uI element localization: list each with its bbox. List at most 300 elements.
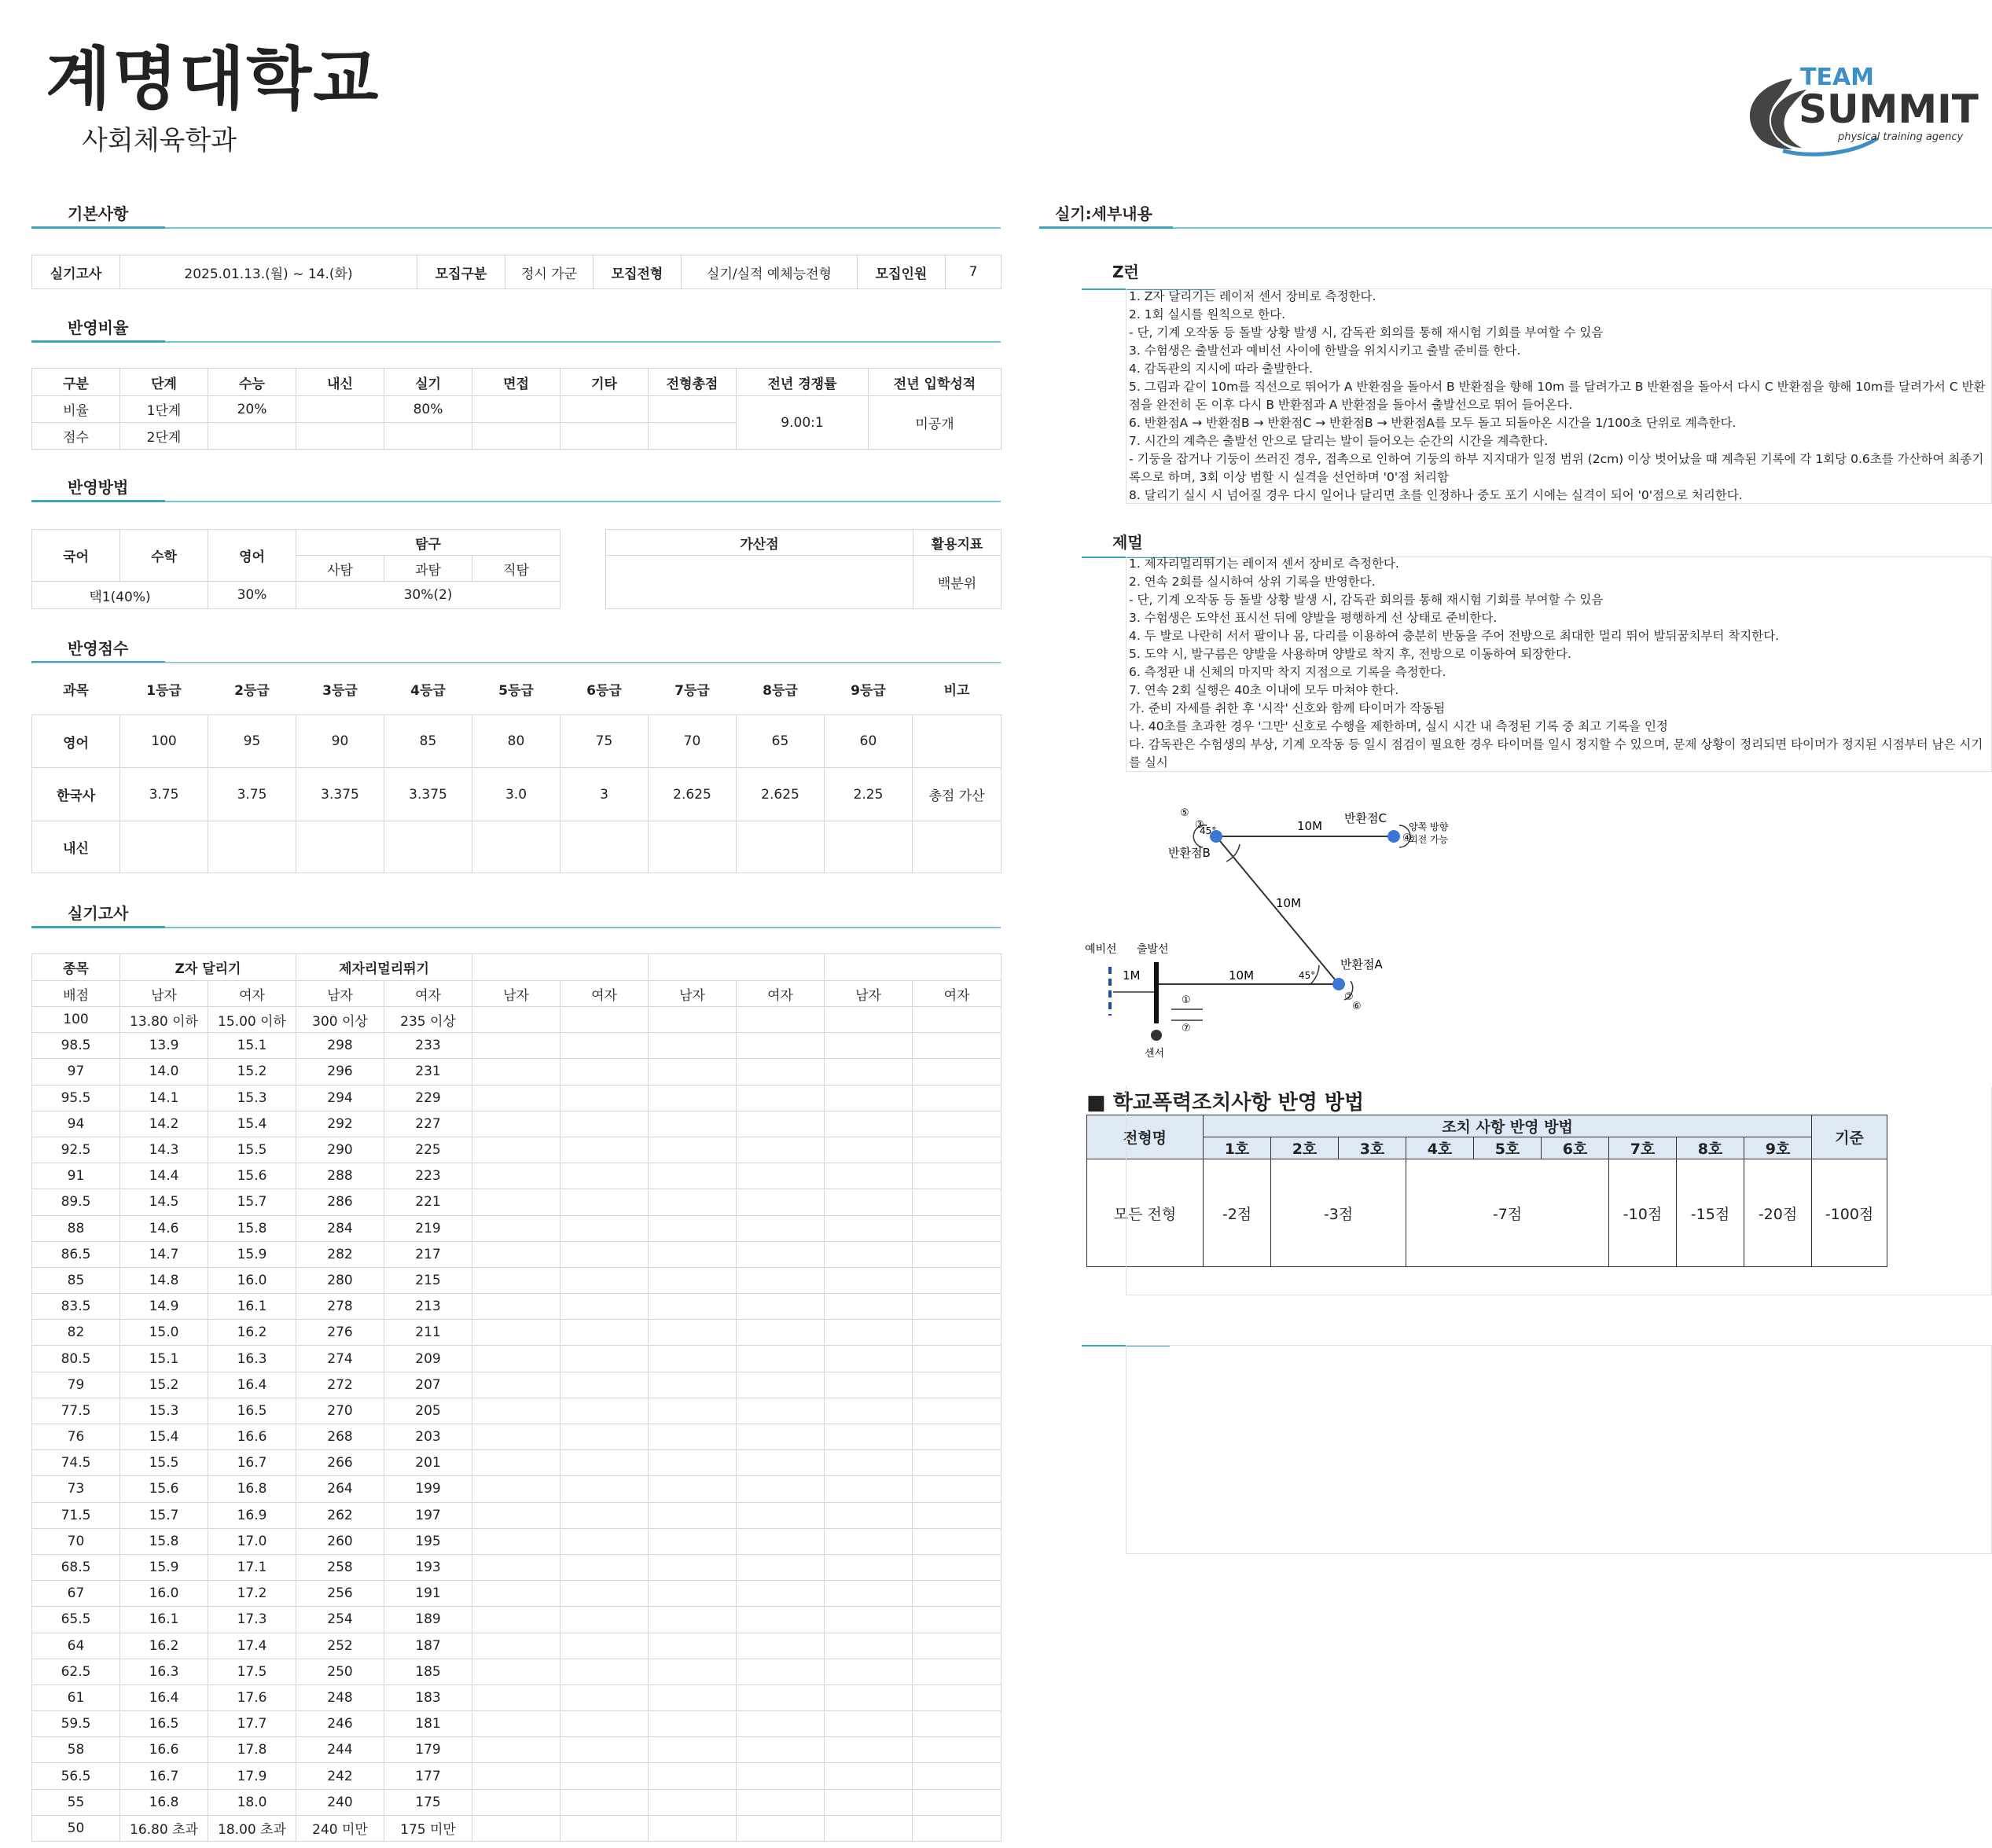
practical-cell: 14.9 [120,1294,208,1320]
practical-cell: 195 [384,1528,472,1554]
detail-line: 가. 준비 자세를 취한 후 '시작' 신호와 함께 타이머가 작동됨 [1129,701,1446,715]
sensor-icon [1151,1030,1162,1041]
practical-cell [649,1111,737,1137]
sv-value: -10점 [1609,1159,1677,1267]
practical-cell [913,1685,1002,1710]
practical-cell: 181 [384,1711,472,1737]
practical-cell [560,1424,649,1450]
practical-cell [472,1737,560,1763]
practical-score: 55 [32,1789,120,1815]
score-header: 5등급 [472,663,560,715]
practical-cell: 193 [384,1554,472,1580]
practical-cell: 209 [384,1346,472,1372]
section-divider [31,341,1001,343]
practical-cell [649,1137,737,1163]
practical-subheader: 여자 [384,981,472,1007]
score-cell: 2.625 [649,768,737,821]
method-kor: 국어 [32,530,120,582]
practical-cell [913,1737,1002,1763]
ratio-header: 전년 입학성적 [869,369,1002,396]
practical-cell [737,1111,825,1137]
practical-score: 50 [32,1815,120,1841]
step-4-label: ④ [1402,832,1412,844]
practical-cell [472,1059,560,1085]
practical-cell: 270 [296,1398,384,1424]
section-title-ratio: 반영비율 [68,318,129,337]
score-note [913,821,1002,873]
method-math: 수학 [120,530,208,582]
exam-date: 2025.01.13.(월) ~ 14.(화) [120,255,417,289]
practical-cell [560,1189,649,1215]
practical-score: 89.5 [32,1189,120,1215]
practical-cell [560,1320,649,1346]
table-row [32,1267,1002,1293]
practical-cell [913,1033,1002,1059]
practical-cell [825,1320,913,1346]
practical-cell [560,1581,649,1607]
practical-cell: 14.0 [120,1059,208,1085]
point-a-label: 반환점A [1340,957,1383,972]
practical-cell [472,1189,560,1215]
practical-cell [825,1294,913,1320]
practical-score: 80.5 [32,1346,120,1372]
detail-line: 나. 40초를 초과한 경우 '그만' 신호로 수행을 제한하며, 실시 시간 내 측정된 기록 중 최고 기록을 인정 [1129,719,1668,733]
logo-summit-text: SUMMIT [1799,86,1979,132]
table-row [32,1450,1002,1476]
detail-line: 2. 1회 실시를 원칙으로 한다. [1129,307,1286,321]
score-cell: 95 [208,715,296,768]
score-cell [560,821,649,873]
ratio-cell: 점수 [32,423,120,450]
practical-cell [472,1476,560,1502]
seg-ab-label: 10M [1276,896,1302,910]
practical-cell [737,1528,825,1554]
practical-cell: 300 이상 [296,1007,384,1033]
practical-cell [560,1267,649,1293]
practical-cell: 225 [384,1137,472,1163]
practical-cell: 252 [296,1633,384,1659]
practical-cell: 211 [384,1320,472,1346]
practical-cell [825,1737,913,1763]
ratio-header: 면접 [472,369,560,396]
practical-cell [913,1763,1002,1789]
practical-cell: 199 [384,1476,472,1502]
method-sub: 과탐 [384,556,472,582]
ratio-cell [649,396,737,423]
basic-info-table [31,255,1002,289]
practical-cell [737,1215,825,1241]
practical-cell [560,1502,649,1528]
sv-grade: 3호 [1339,1137,1406,1159]
practical-cell: 240 미만 [296,1815,384,1841]
practical-cell [560,1528,649,1554]
practical-cell: 221 [384,1189,472,1215]
practical-cell: 227 [384,1111,472,1137]
sensor-label: 센서 [1145,1048,1165,1060]
score-cell: 3.0 [472,768,560,821]
practical-cell: 282 [296,1241,384,1267]
practical-cell [649,1607,737,1633]
score-cell: 100 [120,715,208,768]
gubun-value: 정시 가군 [505,255,594,289]
practical-cell [472,1346,560,1372]
practical-cell: 14.6 [120,1215,208,1241]
table-row [32,1320,1002,1346]
ratio-header: 기타 [560,369,649,396]
practical-cell: 14.3 [120,1137,208,1163]
practical-cell [472,1007,560,1033]
practical-cell [825,1789,913,1815]
score-cell: 2.25 [825,768,913,821]
practical-cell [649,1581,737,1607]
practical-table [31,953,1002,1842]
table-row [32,1581,1002,1607]
practical-cell [913,1502,1002,1528]
practical-cell [737,1320,825,1346]
method-eng-value: 30% [208,582,296,609]
practical-cell [825,1554,913,1580]
practical-score: 71.5 [32,1502,120,1528]
method-table [31,529,560,609]
practical-cell: 17.5 [208,1659,296,1685]
practical-score: 88 [32,1215,120,1241]
practical-cell: 260 [296,1528,384,1554]
practical-cell [649,1085,737,1111]
practical-cell [913,1267,1002,1293]
table-row [32,1059,1002,1085]
practical-cell [472,1607,560,1633]
practical-cell [825,1502,913,1528]
detail-line: - 기둥을 잡거나 기둥이 쓰러진 경우, 접촉으로 인하여 기둥의 하부 지지대가 일정 범위 (2cm) 이상 벗어났을 때 계측된 기록에 각 1회당 0.6초를 가산하여 최종기록으로 하며, 3회 이상 범할 시 실격을 선언하며 '0'점 처리함 [1129,452,1984,484]
empty-box-2 [1126,1345,1992,1554]
practical-cell [560,1815,649,1841]
gubun-label: 모집구분 [417,255,505,289]
practical-subheader: 남자 [296,981,384,1007]
practical-cell [825,1633,913,1659]
practical-cell: 14.4 [120,1163,208,1189]
practical-cell [825,1815,913,1841]
table-row [32,1085,1002,1111]
step-5-label: ⑤ [1180,807,1189,819]
practical-cell: 16.4 [120,1685,208,1710]
practical-cell [737,1241,825,1267]
practical-cell: 16.4 [208,1372,296,1398]
section-title-detail: 실기:세부내용 [1055,204,1152,223]
school-violence-title: ■ 학교폭력조치사항 반영 방법 [1086,1091,1365,1115]
practical-cell [649,1763,737,1789]
type-value: 실기/실적 예체능전형 [682,255,858,289]
table-row [32,1607,1002,1633]
practical-header: 종목 [32,954,120,981]
table-row [32,1554,1002,1580]
practical-subheader: 남자 [649,981,737,1007]
section-divider [31,501,1001,502]
table-row [32,1033,1002,1059]
practical-cell: 240 [296,1789,384,1815]
practical-cell: 288 [296,1163,384,1189]
table-row [32,1711,1002,1737]
practical-cell: 250 [296,1659,384,1685]
practical-cell: 17.6 [208,1685,296,1710]
practical-cell: 15.8 [208,1215,296,1241]
detail-line: 4. 두 발로 나란히 서서 팔이나 몸, 다리를 이용하여 충분히 반동을 주어 전방으로 최대한 멀리 뛰어 발뒤꿈치부터 착지한다. [1129,629,1780,643]
score-cell: 75 [560,715,649,768]
practical-cell: 14.8 [120,1267,208,1293]
practical-score: 61 [32,1685,120,1710]
table-row [32,1528,1002,1554]
practical-cell [913,1554,1002,1580]
practical-cell [560,1346,649,1372]
score-subject: 내신 [32,821,120,873]
practical-cell [913,1163,1002,1189]
practical-cell [737,1607,825,1633]
point-c-label: 반환점C [1344,811,1387,825]
practical-cell [737,1815,825,1841]
method-kor-math-value: 택1(40%) [32,582,208,609]
practical-cell: 16.6 [120,1737,208,1763]
practical-cell [649,1059,737,1085]
practical-cell [472,1502,560,1528]
practical-cell [825,1685,913,1710]
practical-cell [560,1111,649,1137]
practical-cell [560,1554,649,1580]
table-row [32,1372,1002,1398]
table-row [32,1346,1002,1372]
table-row [32,1215,1002,1241]
angle-b-label: 45° [1200,825,1217,836]
practical-cell [472,1111,560,1137]
practical-score: 83.5 [32,1294,120,1320]
practical-cell: 17.9 [208,1763,296,1789]
practical-cell [560,1372,649,1398]
table-row [32,1007,1002,1033]
practical-cell [649,1294,737,1320]
practical-subheader: 여자 [208,981,296,1007]
practical-cell: 16.3 [120,1659,208,1685]
practical-cell [560,1607,649,1633]
practical-cell [649,1033,737,1059]
practical-cell: 264 [296,1476,384,1502]
practical-cell: 17.2 [208,1581,296,1607]
practical-cell [472,1137,560,1163]
jump-description [1129,555,1986,772]
practical-cell [737,1633,825,1659]
sv-value: -20점 [1744,1159,1812,1267]
practical-cell: 17.0 [208,1528,296,1554]
practical-cell [913,1633,1002,1659]
angle-a-label: 45° [1299,970,1316,981]
practical-cell [472,1267,560,1293]
practical-score: 68.5 [32,1554,120,1580]
ratio-header: 내신 [296,369,384,396]
score-header: 2등급 [208,663,296,715]
section-divider [1039,227,1992,229]
step-1-label: ① [1182,994,1191,1006]
practical-cell: 17.4 [208,1633,296,1659]
score-header: 8등급 [737,663,825,715]
sv-grade: 6호 [1542,1137,1609,1159]
practical-cell [649,1633,737,1659]
practical-cell [737,1737,825,1763]
practical-cell [472,1528,560,1554]
practical-score: 79 [32,1372,120,1398]
practical-cell [913,1450,1002,1476]
practical-cell [913,1607,1002,1633]
practical-cell: 14.2 [120,1111,208,1137]
sv-grade: 7호 [1609,1137,1677,1159]
practical-cell: 16.80 초과 [120,1815,208,1841]
practical-cell [649,1711,737,1737]
score-cell: 2.625 [737,768,825,821]
practical-subheader: 여자 [560,981,649,1007]
score-subject: 영어 [32,715,120,768]
ratio-header: 전년 경쟁률 [737,369,869,396]
practical-cell: 262 [296,1502,384,1528]
practical-cell [560,1294,649,1320]
practical-cell: 16.3 [208,1346,296,1372]
section-title-basic: 기본사항 [68,204,129,223]
practical-cell [472,1633,560,1659]
practical-cell: 274 [296,1346,384,1372]
practical-cell: 229 [384,1085,472,1111]
practical-cell: 280 [296,1267,384,1293]
practical-cell: 14.5 [120,1189,208,1215]
ratio-cell: 비율 [32,396,120,423]
practical-cell: 16.9 [208,1502,296,1528]
practical-cell: 15.6 [208,1163,296,1189]
practical-score: 85 [32,1267,120,1293]
practical-score: 95.5 [32,1085,120,1111]
index-label: 활용지표 [913,530,1002,556]
practical-cell [913,1111,1002,1137]
c-note-1: 양쪽 방향 [1409,821,1449,832]
section-title-method: 반영방법 [68,478,129,497]
score-header: 9등급 [825,663,913,715]
practical-score: 100 [32,1007,120,1033]
practical-subheader: 여자 [913,981,1002,1007]
practical-cell [913,1424,1002,1450]
practical-cell: 15.5 [208,1137,296,1163]
practical-cell [472,1685,560,1710]
sv-grade: 8호 [1677,1137,1744,1159]
practical-cell [649,1685,737,1710]
practical-cell [737,1554,825,1580]
practical-score: 62.5 [32,1659,120,1685]
practical-cell: 16.5 [120,1711,208,1737]
practical-cell: 217 [384,1241,472,1267]
practical-cell: 276 [296,1320,384,1346]
score-header: 7등급 [649,663,737,715]
practical-cell: 16.0 [120,1581,208,1607]
practical-cell: 15.7 [120,1502,208,1528]
table-row [32,1502,1002,1528]
practical-cell: 254 [296,1607,384,1633]
table-row [32,1163,1002,1189]
practical-cell: 258 [296,1554,384,1580]
practical-cell [737,1372,825,1398]
practical-cell [913,1659,1002,1685]
section-divider [31,927,1001,928]
practical-cell: 16.8 [208,1476,296,1502]
practical-cell [649,1528,737,1554]
sv-value: -2점 [1204,1159,1271,1267]
practical-cell [560,1007,649,1033]
practical-cell: 205 [384,1398,472,1424]
score-cell: 3.75 [208,768,296,821]
ratio-cell [296,423,384,450]
practical-cell [825,1163,913,1189]
score-table [31,663,1002,873]
practical-cell: 286 [296,1189,384,1215]
step-7-label: ⑦ [1182,1023,1191,1034]
index-value: 백분위 [913,556,1002,609]
ratio-cell: 80% [384,396,472,423]
practical-cell [472,1763,560,1789]
section-title-score: 반영점수 [68,639,129,658]
practical-cell: 201 [384,1450,472,1476]
practical-cell [737,1033,825,1059]
practical-cell: 15.6 [120,1476,208,1502]
practical-cell: 15.9 [208,1241,296,1267]
practical-cell: 15.3 [120,1398,208,1424]
score-cell [208,821,296,873]
practical-score: 58 [32,1737,120,1763]
practical-cell [913,1398,1002,1424]
practical-cell [649,1007,737,1033]
practical-cell [560,1450,649,1476]
practical-cell [825,1267,913,1293]
practical-cell [649,1737,737,1763]
practical-cell [913,1528,1002,1554]
practical-cell [560,1085,649,1111]
bonus-table [605,529,1002,609]
practical-cell: 290 [296,1137,384,1163]
bonus-value [606,556,913,609]
practical-cell: 15.1 [208,1033,296,1059]
start-line-label: 출발선 [1137,943,1169,956]
practical-cell [913,1059,1002,1085]
table-row [32,1815,1002,1841]
practical-cell: 13.80 이하 [120,1007,208,1033]
c-note-2: 회전 가능 [1409,834,1449,845]
practical-cell [472,1163,560,1189]
turn-point-c-icon [1387,830,1400,843]
count-value: 7 [946,255,1002,289]
practical-cell [472,1581,560,1607]
ratio-header: 수능 [208,369,296,396]
score-note [913,715,1002,768]
jump-title: 제멀 [1112,533,1143,552]
practical-cell: 215 [384,1267,472,1293]
detail-line: 5. 도약 시, 발구름은 양발을 사용하며 양발로 착지 후, 전방으로 이동하여 퇴장한다. [1129,647,1571,661]
sv-row-label: 모든 전형 [1087,1159,1204,1267]
practical-cell: 203 [384,1424,472,1450]
practical-score: 70 [32,1528,120,1554]
practical-cell: 15.3 [208,1085,296,1111]
practical-cell [825,1659,913,1685]
sv-measure-label: 조치 사항 반영 방법 [1204,1115,1812,1137]
detail-line: 8. 달리기 실시 시 넘어질 경우 다시 일어나 달리면 초를 인정하나 중도 포기 시에는 실격이 되어 '0'점으로 처리한다. [1129,488,1743,502]
practical-cell: 179 [384,1737,472,1763]
ratio-header: 단계 [120,369,208,396]
practical-cell: 189 [384,1607,472,1633]
team-summit-logo [1737,61,1989,163]
practical-cell [649,1241,737,1267]
practical-cell [913,1137,1002,1163]
practical-cell [825,1528,913,1554]
practical-cell [560,1737,649,1763]
practical-cell: 16.7 [208,1450,296,1476]
